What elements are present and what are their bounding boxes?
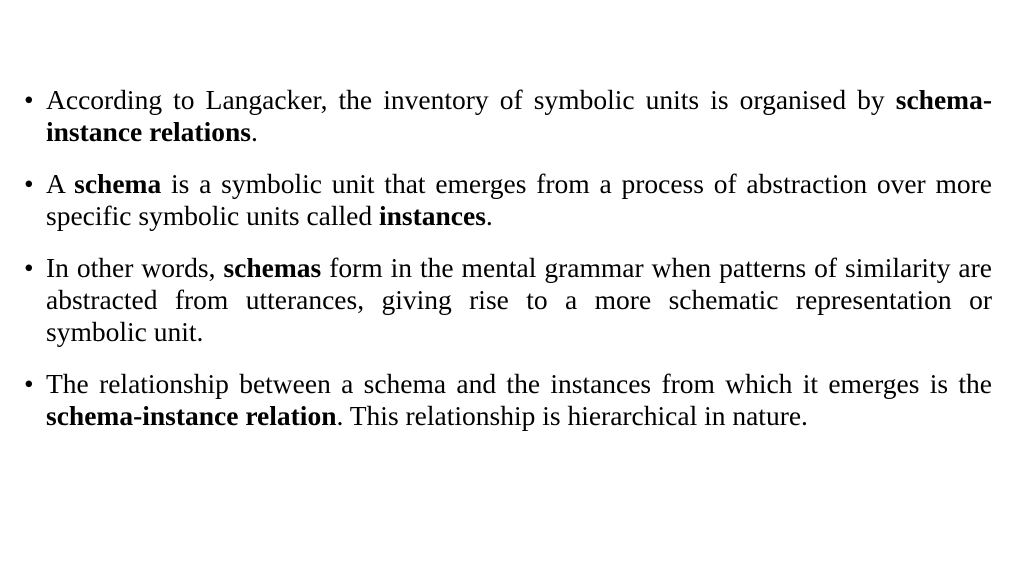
bullet-dot-icon: • bbox=[24, 252, 34, 283]
bullet-text-run: . bbox=[250, 116, 258, 147]
bullet-list bbox=[24, 84, 992, 452]
bullet-text-bold-run: schema-instance relations bbox=[46, 84, 992, 147]
bullet-item bbox=[24, 252, 992, 348]
bullet-text-bold-run: instances bbox=[378, 200, 486, 231]
bullet-dot-icon: • bbox=[24, 368, 34, 399]
bullet-text-run: . This relationship is hierarchical in nature. bbox=[336, 400, 808, 431]
bullet-text-bold-run: schema-instance relation bbox=[46, 400, 337, 431]
bullet-text-run: . bbox=[485, 200, 493, 231]
bullet-text-run: In other words, bbox=[46, 252, 224, 283]
bullet-text-run: The relationship between a schema and the instances from which it emerges is the bbox=[46, 368, 992, 399]
bullet-text bbox=[46, 168, 992, 231]
bullet-text bbox=[46, 252, 992, 347]
bullet-item bbox=[24, 168, 992, 232]
bullet-item bbox=[24, 84, 992, 148]
bullet-dot-icon: • bbox=[24, 84, 34, 115]
bullet-dot-icon: • bbox=[24, 168, 34, 199]
bullet-text-run: is a symbolic unit that emerges from a process of abstraction over more specific symbolic units called bbox=[46, 168, 993, 231]
bullet-text-run: According to Langacker, the inventory of symbolic units is organised by bbox=[46, 84, 896, 115]
bullet-text-bold-run: schema bbox=[74, 168, 162, 199]
bullet-text bbox=[46, 368, 992, 431]
bullet-text-run: form in the mental grammar when patterns of similarity are abstracted from utterances, giving rise to a more schematic representation or symbolic unit. bbox=[46, 252, 992, 347]
bullet-item bbox=[24, 368, 992, 432]
bullet-text-run: A bbox=[46, 168, 75, 199]
bullet-text-bold-run: schemas bbox=[223, 252, 322, 283]
bullet-text bbox=[46, 84, 992, 147]
